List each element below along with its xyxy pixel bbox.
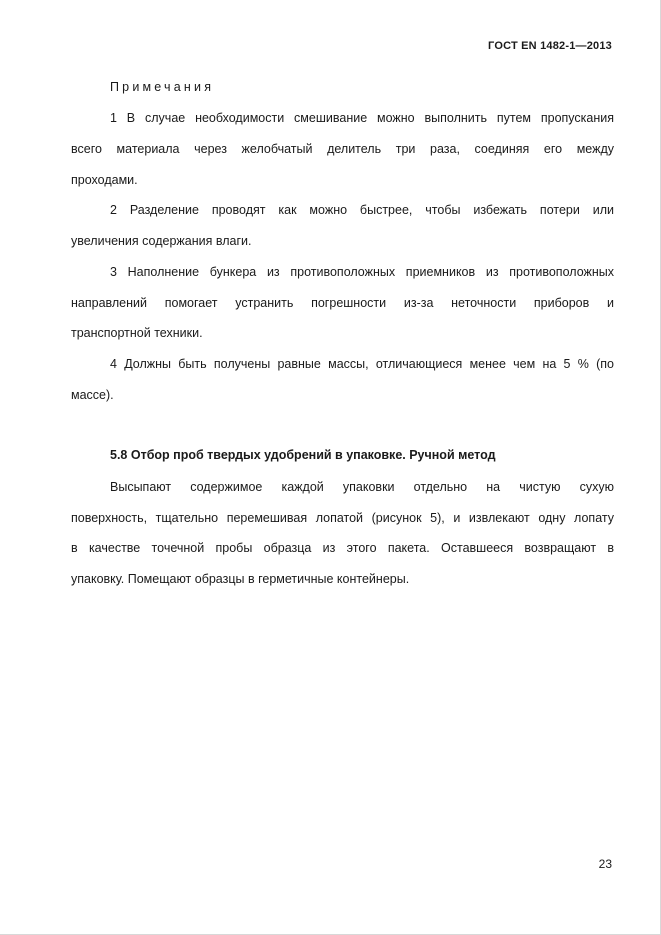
note-3-line-1: 3 Наполнение бункера из противоположных приемников из противоположных <box>110 265 614 279</box>
note-4-line-1: 4 Должны быть получены равные массы, отличающиеся менее чем на 5 % (по <box>110 357 614 371</box>
note-4-line-2: массе). <box>71 388 114 402</box>
note-3-line-3: транспортной техники. <box>71 326 203 340</box>
note-2-line-1: 2 Разделение проводят как можно быстрее, чтобы избежать потери или <box>110 203 614 217</box>
note-1-line-3: проходами. <box>71 173 138 187</box>
note-1-line-1: 1 В случае необходимости смешивание можно выполнить путем пропускания <box>110 111 614 125</box>
section-paragraph-line-2: поверхность, тщательно перемешивая лопатой (рисунок 5), и извлекают одну лопату <box>71 511 614 525</box>
section-paragraph-line-3: в качестве точечной пробы образца из этого пакета. Оставшееся возвращают в <box>71 541 614 555</box>
page-number: 23 <box>598 857 612 871</box>
note-3-line-2: направлений помогает устранить погрешности из-за неточности приборов и <box>71 296 614 310</box>
document-code-header: ГОСТ EN 1482-1—2013 <box>488 40 612 52</box>
notes-title: Примечания <box>110 80 215 94</box>
note-1-line-2: всего материала через желобчатый делитель три раза, соединяя его между <box>71 142 614 156</box>
section-paragraph-line-1: Высыпают содержимое каждой упаковки отдельно на чистую сухую <box>110 480 614 494</box>
note-2-line-2: увеличения содержания влаги. <box>71 234 252 248</box>
document-body <box>71 0 614 935</box>
section-paragraph-line-4: упаковку. Помещают образцы в герметичные контейнеры. <box>71 572 410 586</box>
section-title: 5.8 Отбор проб твердых удобрений в упаковке. Ручной метод <box>110 448 496 462</box>
